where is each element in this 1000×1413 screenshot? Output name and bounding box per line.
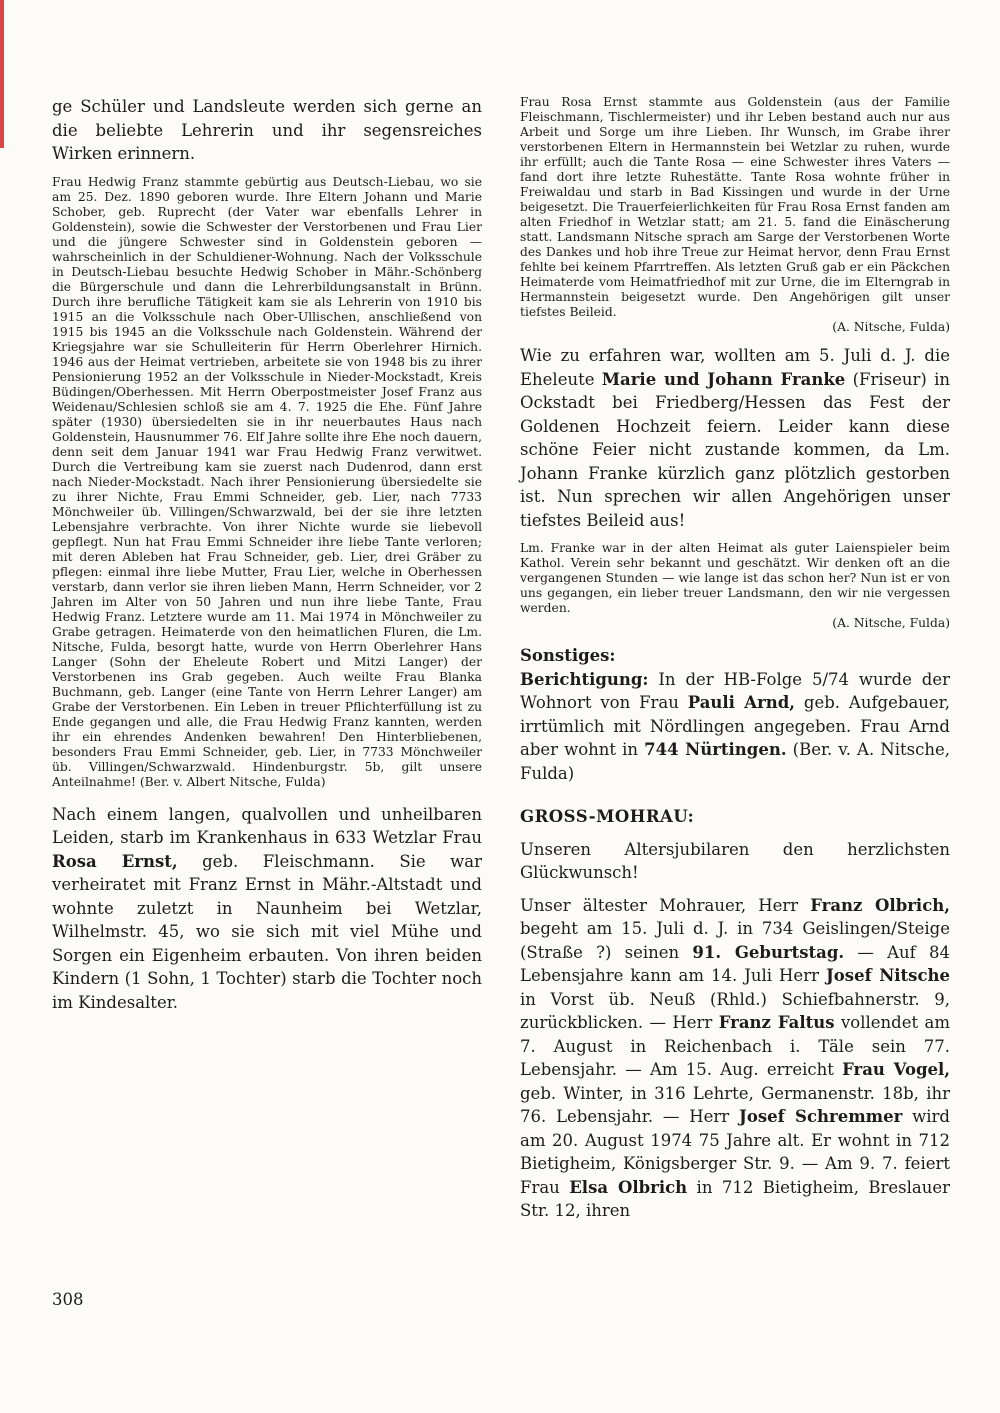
continuation-paragraph: ge Schüler und Landsleute werden sich gerne an die beliebte Lehrerin und ihr segensreiches Wirken erinnern. — [52, 97, 482, 163]
franke-note-paragraph: Lm. Franke war in der alten Heimat als guter Laienspieler beim Kathol. Verein sehr bekannt und geschätzt. Wir denken oft an die vergangenen Stunden — wie lange ist das schon her? Nun ist er von uns gegangen, ein lieber treuer Landsmann, den wir nie vergessen werden. — [520, 541, 950, 615]
red-scan-artifact-mark — [0, 0, 4, 148]
text-segment: 744 Nürtingen. — [644, 740, 787, 759]
signature-nitsche-1: (A. Nitsche, Fulda) — [832, 320, 950, 334]
text-segment: in 712 Bietigheim, Breslauer Str. 12, ihren — [520, 1177, 950, 1220]
signature-nitsche-2: (A. Nitsche, Fulda) — [832, 616, 950, 630]
text-segment: Josef Nitsche — [825, 966, 950, 985]
hedwig-franz-biography-paragraph: Frau Hedwig Franz stammte gebürtig aus Deutsch-Liebau, wo sie am 25. Dez. 1890 geboren wurde. Ihre Eltern Johann und Marie Schober, geb. Ruprecht (der Vater war ebenfalls Lehrer in Goldenstein), sowie die Schwester der Verstorbenen und Frau Lier und die jüngere Schwester sind in Goldenstein geboren — wahrscheinlich in der Schuldiener-Wohnung. Nach der Volksschule in Deutsch-Liebau besuchte Hedwig Schober in Mähr.-Schönberg die Bürgerschule und dann die Lehrerbildungsanstalt in Brünn. Durch ihre berufliche Tätigkeit kam sie als Lehrerin von 1910 bis 1915 an die Volksschule nach Ober-Ullischen, anschließend von 1915 bis 1945 an die Volksschule nach Goldenstein. Während der Kriegsjahre war sie Schulleiterin für Herrn Oberlehrer Hirnich. 1946 aus der Heimat vertrieben, arbeitete sie von 1948 bis zu ihrer Pensionierung 1952 an der Volksschule in Nieder-Mockstadt, Kreis Büdingen/Oberhessen. Mit Herrn Oberpostmeister Josef Franz aus Weidenau/Schlesien schloß sie am 4. 7. 1925 die Ehe. Fünf Jahre später (1930) übersiedelten sie in ihr neuerbautes Haus nach Goldenstein, Hausnummer 76. Elf Jahre sollte ihre Ehe noch dauern, denn seit dem Januar 1941 war Frau Hedwig Franz verwitwet. Durch die Vertreibung kam sie zuerst nach Dudenrod, dann erst nach Nieder-Mockstadt. Nach ihrer Pensionierung übersiedelte sie zu ihrer Nichte, Frau Emmi Schneider, geb. Lier, nach 7733 Mönchweiler üb. Villingen/Schwarzwald, bei der sie ihre letzten Lebensjahre verbrachte. Von ihrer Nichte wurde sie liebevoll gepflegt. Nun hat Frau Emmi Schneider ihre liebe Tante verloren; mit deren Ableben hat Frau Schneider, geb. Lier, drei Gräber zu pflegen: einmal ihre liebe Mutter, Frau Lier, welche in Oberhessen verstarb, dann verlor sie ihren lieben Mann, Herrn Schneider, vor 2 Jahren im Alter von 50 Jahren und nun ihre liebe Tante, Frau Hedwig Franz. Letztere wurde am 11. Mai 1974 in Mönchweiler zu Grabe getragen. Heimaterde von den heimatlichen Fluren, die Lm. Nitsche, Fulda, besorgt hatte, wurde von Herrn Oberlehrer Hans Langer (Sohn der Eheleute Robert und Mitzi Langer) der Verstorbenen ins Grab gegeben. Auch weilte Frau Blanka Buchmann, geb. Langer (eine Tante von Herrn Lehrer Langer) am Grabe der Verstorbenen. Ein Leben in treuer Pflichterfüllung ist zu Ende gegangen und alle, die Frau Hedwig Franz kannten, werden ihr ein ehrendes Andenken bewahren! Den Hinterbliebenen, besonders Frau Emmi Schneider, geb. Lier, in 7733 Mönchweiler üb. Villingen/Schwarzwald. Hindenburgstr. 5b, gilt unsere Anteilnahme! (Ber. v. Albert Nitsche, Fulda) — [52, 174, 482, 789]
text-segment: geb. Aufgebauer, irrtümlich mit Nördlingen angegeben. Frau Arnd aber wohnt in — [520, 693, 950, 759]
text-segment: geb. Winter, in 316 Lehrte, Germanenstr. 18b, ihr 76. Lebensjahr. — Herr — [520, 1083, 950, 1126]
text-segment: vollendet am 7. August in Reichenbach i. Täle sein 77. Lebensjahr. — Am 15. Aug. erreicht — [520, 1013, 951, 1079]
golden-wedding-paragraph — [520, 344, 950, 532]
text-segment: — Auf 84 Lebensjahre kann am 14. Juli Herr — [520, 942, 950, 985]
text-segment: geb. Fleischmann. Sie war verheiratet mit Franz Ernst in Mähr.-Altstadt und wohnte zuletzt in Naunheim bei Wetzlar, Wilhelmstr. 45, wo sie sich mit viel Mühe und Sorgen ein Eigenheim erbauten. Von ihren beiden Kindern (1 Sohn, 1 Tochter) starb die Tochter noch im Kindesalter. — [52, 851, 483, 1012]
text-segment: Wie zu erfahren war, wollten am 5. Juli d. J. die Eheleute — [520, 346, 950, 389]
text-segment: Pauli Arnd, — [687, 693, 796, 712]
text-segment: Berichtigung: — [520, 669, 649, 689]
text-segment: begeht am 15. Juli d. J. in 734 Geislingen/Steige (Straße ?) seinen — [520, 919, 950, 962]
text-segment: Marie und Johann Franke — [601, 369, 846, 389]
text-segment: Rosa Ernst, — [52, 851, 178, 871]
rosa-ernst-obituary-paragraph — [52, 803, 482, 1015]
text-segment: Franz Faltus — [718, 1013, 835, 1032]
text-segment: (Friseur) in Ockstadt bei Friedberg/Hessen das Fest der Goldenen Hochzeit feiern. Leider kann diese schöne Feier nicht zustande kommen, da Lm. Johann Franke kürzlich ganz plötzlich gestorben ist. Nun sprechen wir allen Angehörigen unser tiefstes Beileid aus! — [520, 369, 950, 530]
text-segment: Unser ältester Mohrauer, Herr — [520, 895, 811, 915]
page-number: 308 — [52, 1290, 84, 1309]
text-segment: Nach einem langen, qualvollen und unheilbaren Leiden, starb im Krankenhaus in 633 Wetzlar Frau — [52, 804, 482, 847]
jubilare-paragraph — [520, 894, 950, 1223]
text-segment: Frau Vogel, — [842, 1060, 950, 1079]
text-segment: In der HB-Folge 5/74 wurde der Wohnort von Frau — [520, 669, 950, 712]
heading-gross-mohrau: GROSS-MOHRAU: — [520, 807, 695, 826]
heading-sonstiges: Sonstiges: — [520, 646, 616, 665]
berichtigung-paragraph — [520, 668, 950, 786]
text-segment: Josef Schremmer — [739, 1107, 903, 1126]
text-segment: Elsa Olbrich — [569, 1177, 688, 1197]
rosa-ernst-detail-paragraph: Frau Rosa Ernst stammte aus Goldenstein (aus der Familie Fleischmann, Tischlermeister) und ihr Leben bestand auch nur aus Arbeit und Sorge um ihre Lieben. Ihr Wunsch, im Grabe ihrer verstorbenen Eltern in Hermannstein bei Wetzlar zu ruhen, wurde ihr erfüllt; auch die Tante Rosa — eine Schwester ihres Vaters — fand dort ihre letzte Ruhestätte. Tante Rosa wohnte früher in Freiwaldau und starb in Bad Kissingen und wurde in der Urne beigesetzt. Die Trauerfeierlichkeiten für Frau Rosa Ernst fanden am alten Friedhof in Wetzlar statt; am 21. 5. fand die Einäscherung statt. Landsmann Nitsche sprach am Sarge der Verstorbenen Worte des Dankes und hob ihre Treue zur Heimat hervor, denn Frau Ernst fehlte bei keinem Pfarrtreffen. Als letzten Gruß gab er ein Päckchen Heimaterde vom Heimatfriedhof mit zur Urne, die im Elterngrab in Hermannstein beigesetzt wurde. Den Angehörigen gilt unser tiefstes Beileid. — [520, 95, 950, 319]
text-segment: 91. Geburtstag. — [692, 942, 845, 962]
text-segment: (Ber. v. A. Nitsche, Fulda) — [520, 740, 950, 783]
text-segment: wird am 20. August 1974 75 Jahre alt. Er wohnt in 712 Bietigheim, Königsberger Str. 9. — Am 9. 7. feiert Frau — [520, 1107, 950, 1197]
jubilare-intro-paragraph: Unseren Altersjubilaren den herzlichsten Glückwunsch! — [520, 839, 950, 882]
text-segment: in Vorst üb. Neuß (Rhld.) Schiefbahnerstr. 9, zurückblicken. — Herr — [520, 989, 950, 1032]
left-column — [52, 95, 482, 1223]
right-column — [520, 95, 950, 1223]
text-segment: Franz Olbrich, — [810, 895, 950, 915]
